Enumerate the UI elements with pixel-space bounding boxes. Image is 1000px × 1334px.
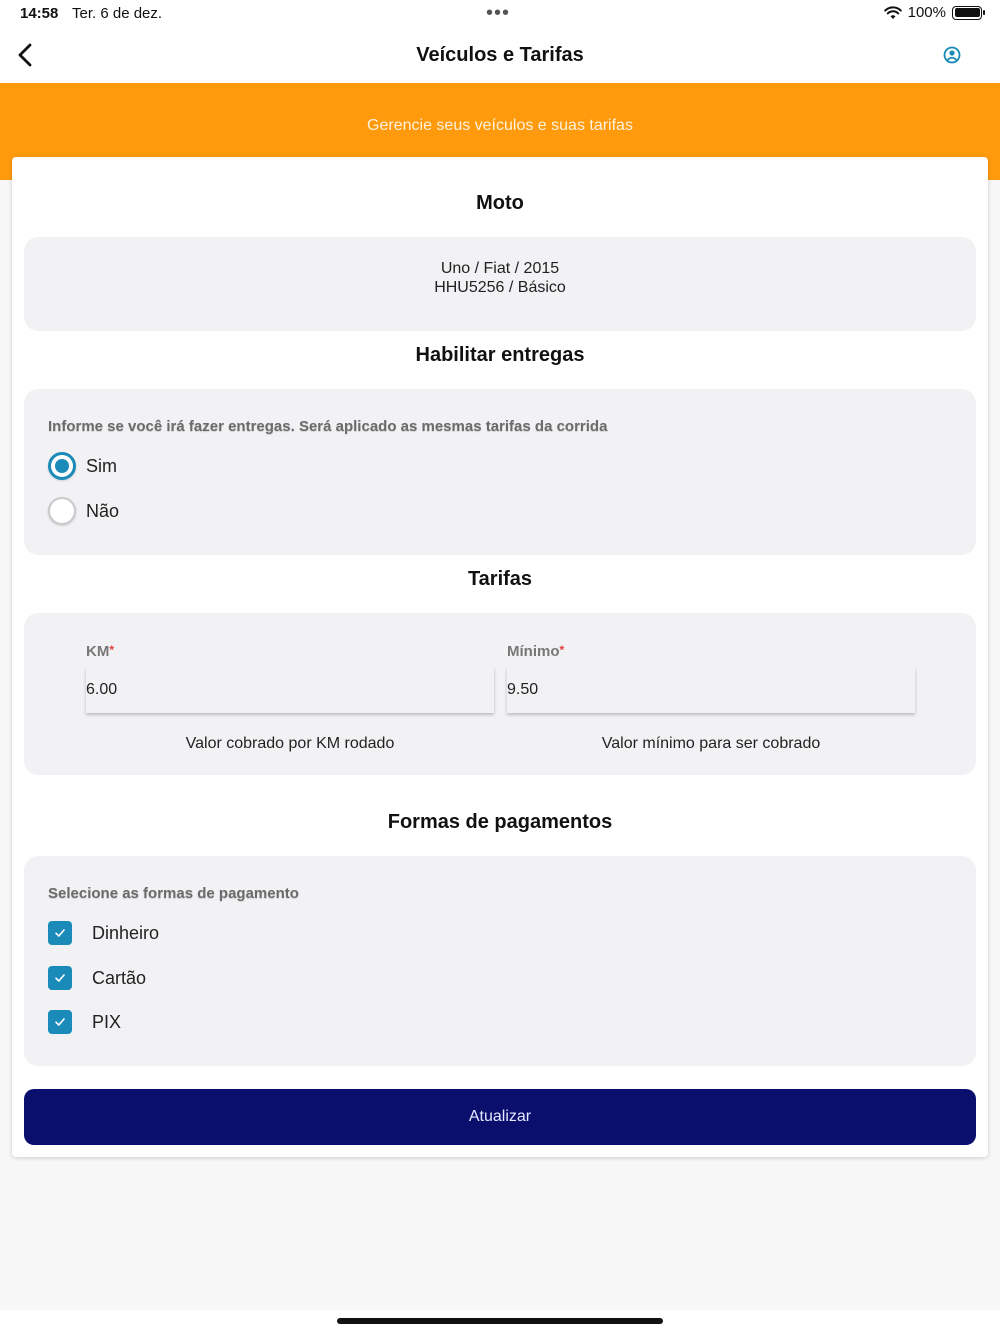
- user-circle-icon[interactable]: [942, 45, 962, 65]
- deliveries-title: Habilitar entregas: [415, 344, 585, 366]
- battery-percent: 100%: [907, 4, 946, 21]
- km-help-text: Valor cobrado por KM rodado: [185, 735, 395, 752]
- payment-label-pix: PIX: [92, 1011, 122, 1032]
- minimum-label: [507, 643, 564, 660]
- vehicle-model: Uno / Fiat / 2015: [440, 260, 560, 277]
- nav-bar: [0, 30, 1000, 83]
- status-time: 14:58: [20, 5, 59, 22]
- payments-hint: Selecione as formas de pagamento: [48, 885, 299, 902]
- status-right: [884, 4, 982, 21]
- status-date: Ter. 6 de dez.: [72, 5, 163, 22]
- km-label: [86, 643, 114, 660]
- multitasking-dots[interactable]: •••: [486, 2, 511, 24]
- update-button[interactable]: Atualizar: [24, 1089, 976, 1145]
- radio-button-sim[interactable]: [48, 452, 76, 480]
- km-label-text: KM: [86, 643, 110, 660]
- payment-option-pix[interactable]: [48, 1010, 121, 1034]
- checkmark-icon: [53, 1015, 67, 1029]
- deliveries-panel: [24, 389, 976, 555]
- tariffs-panel: [24, 613, 976, 775]
- home-indicator[interactable]: [337, 1318, 663, 1324]
- wifi-icon: [884, 6, 902, 20]
- deliveries-hint: Informe se você irá fazer entregas. Será aplicado as mesmas tarifas da corrida: [48, 418, 608, 435]
- minimum-label-text: Mínimo: [507, 643, 560, 660]
- required-marker: *: [109, 643, 114, 657]
- payment-option-cartao[interactable]: [48, 966, 146, 990]
- vehicle-type-title: Moto: [476, 192, 524, 214]
- minimum-input[interactable]: [507, 667, 915, 713]
- payment-option-dinheiro[interactable]: [48, 921, 159, 945]
- minimum-help-text: Valor mínimo para ser cobrado: [601, 735, 821, 752]
- payments-panel: [24, 856, 976, 1066]
- payment-label-dinheiro: Dinheiro: [92, 922, 160, 943]
- banner-subtitle: Gerencie seus veículos e suas tarifas: [367, 117, 633, 134]
- status-bar: [0, 0, 1000, 30]
- page-title: Veículos e Tarifas: [416, 44, 584, 66]
- vehicle-info: [24, 259, 976, 297]
- checkmark-icon: [53, 926, 67, 940]
- km-input[interactable]: [86, 667, 494, 713]
- required-marker: *: [559, 643, 565, 657]
- radio-label-sim: Sim: [86, 455, 117, 476]
- vehicle-plate-category: HHU5256 / Básico: [434, 279, 566, 296]
- radio-option-sim[interactable]: [48, 452, 117, 480]
- payment-label-cartao: Cartão: [92, 967, 147, 988]
- checkbox-cartao[interactable]: [48, 966, 72, 990]
- payments-title: Formas de pagamentos: [387, 811, 613, 833]
- main-card: [12, 157, 988, 1157]
- radio-button-nao[interactable]: [48, 497, 76, 525]
- tariffs-title: Tarifas: [467, 568, 533, 590]
- checkmark-icon: [53, 971, 67, 985]
- radio-option-nao[interactable]: [48, 497, 119, 525]
- vehicle-info-panel: [24, 237, 976, 331]
- battery-icon: [952, 6, 982, 20]
- checkbox-dinheiro[interactable]: [48, 921, 72, 945]
- radio-label-nao: Não: [86, 500, 120, 521]
- checkbox-pix[interactable]: [48, 1010, 72, 1034]
